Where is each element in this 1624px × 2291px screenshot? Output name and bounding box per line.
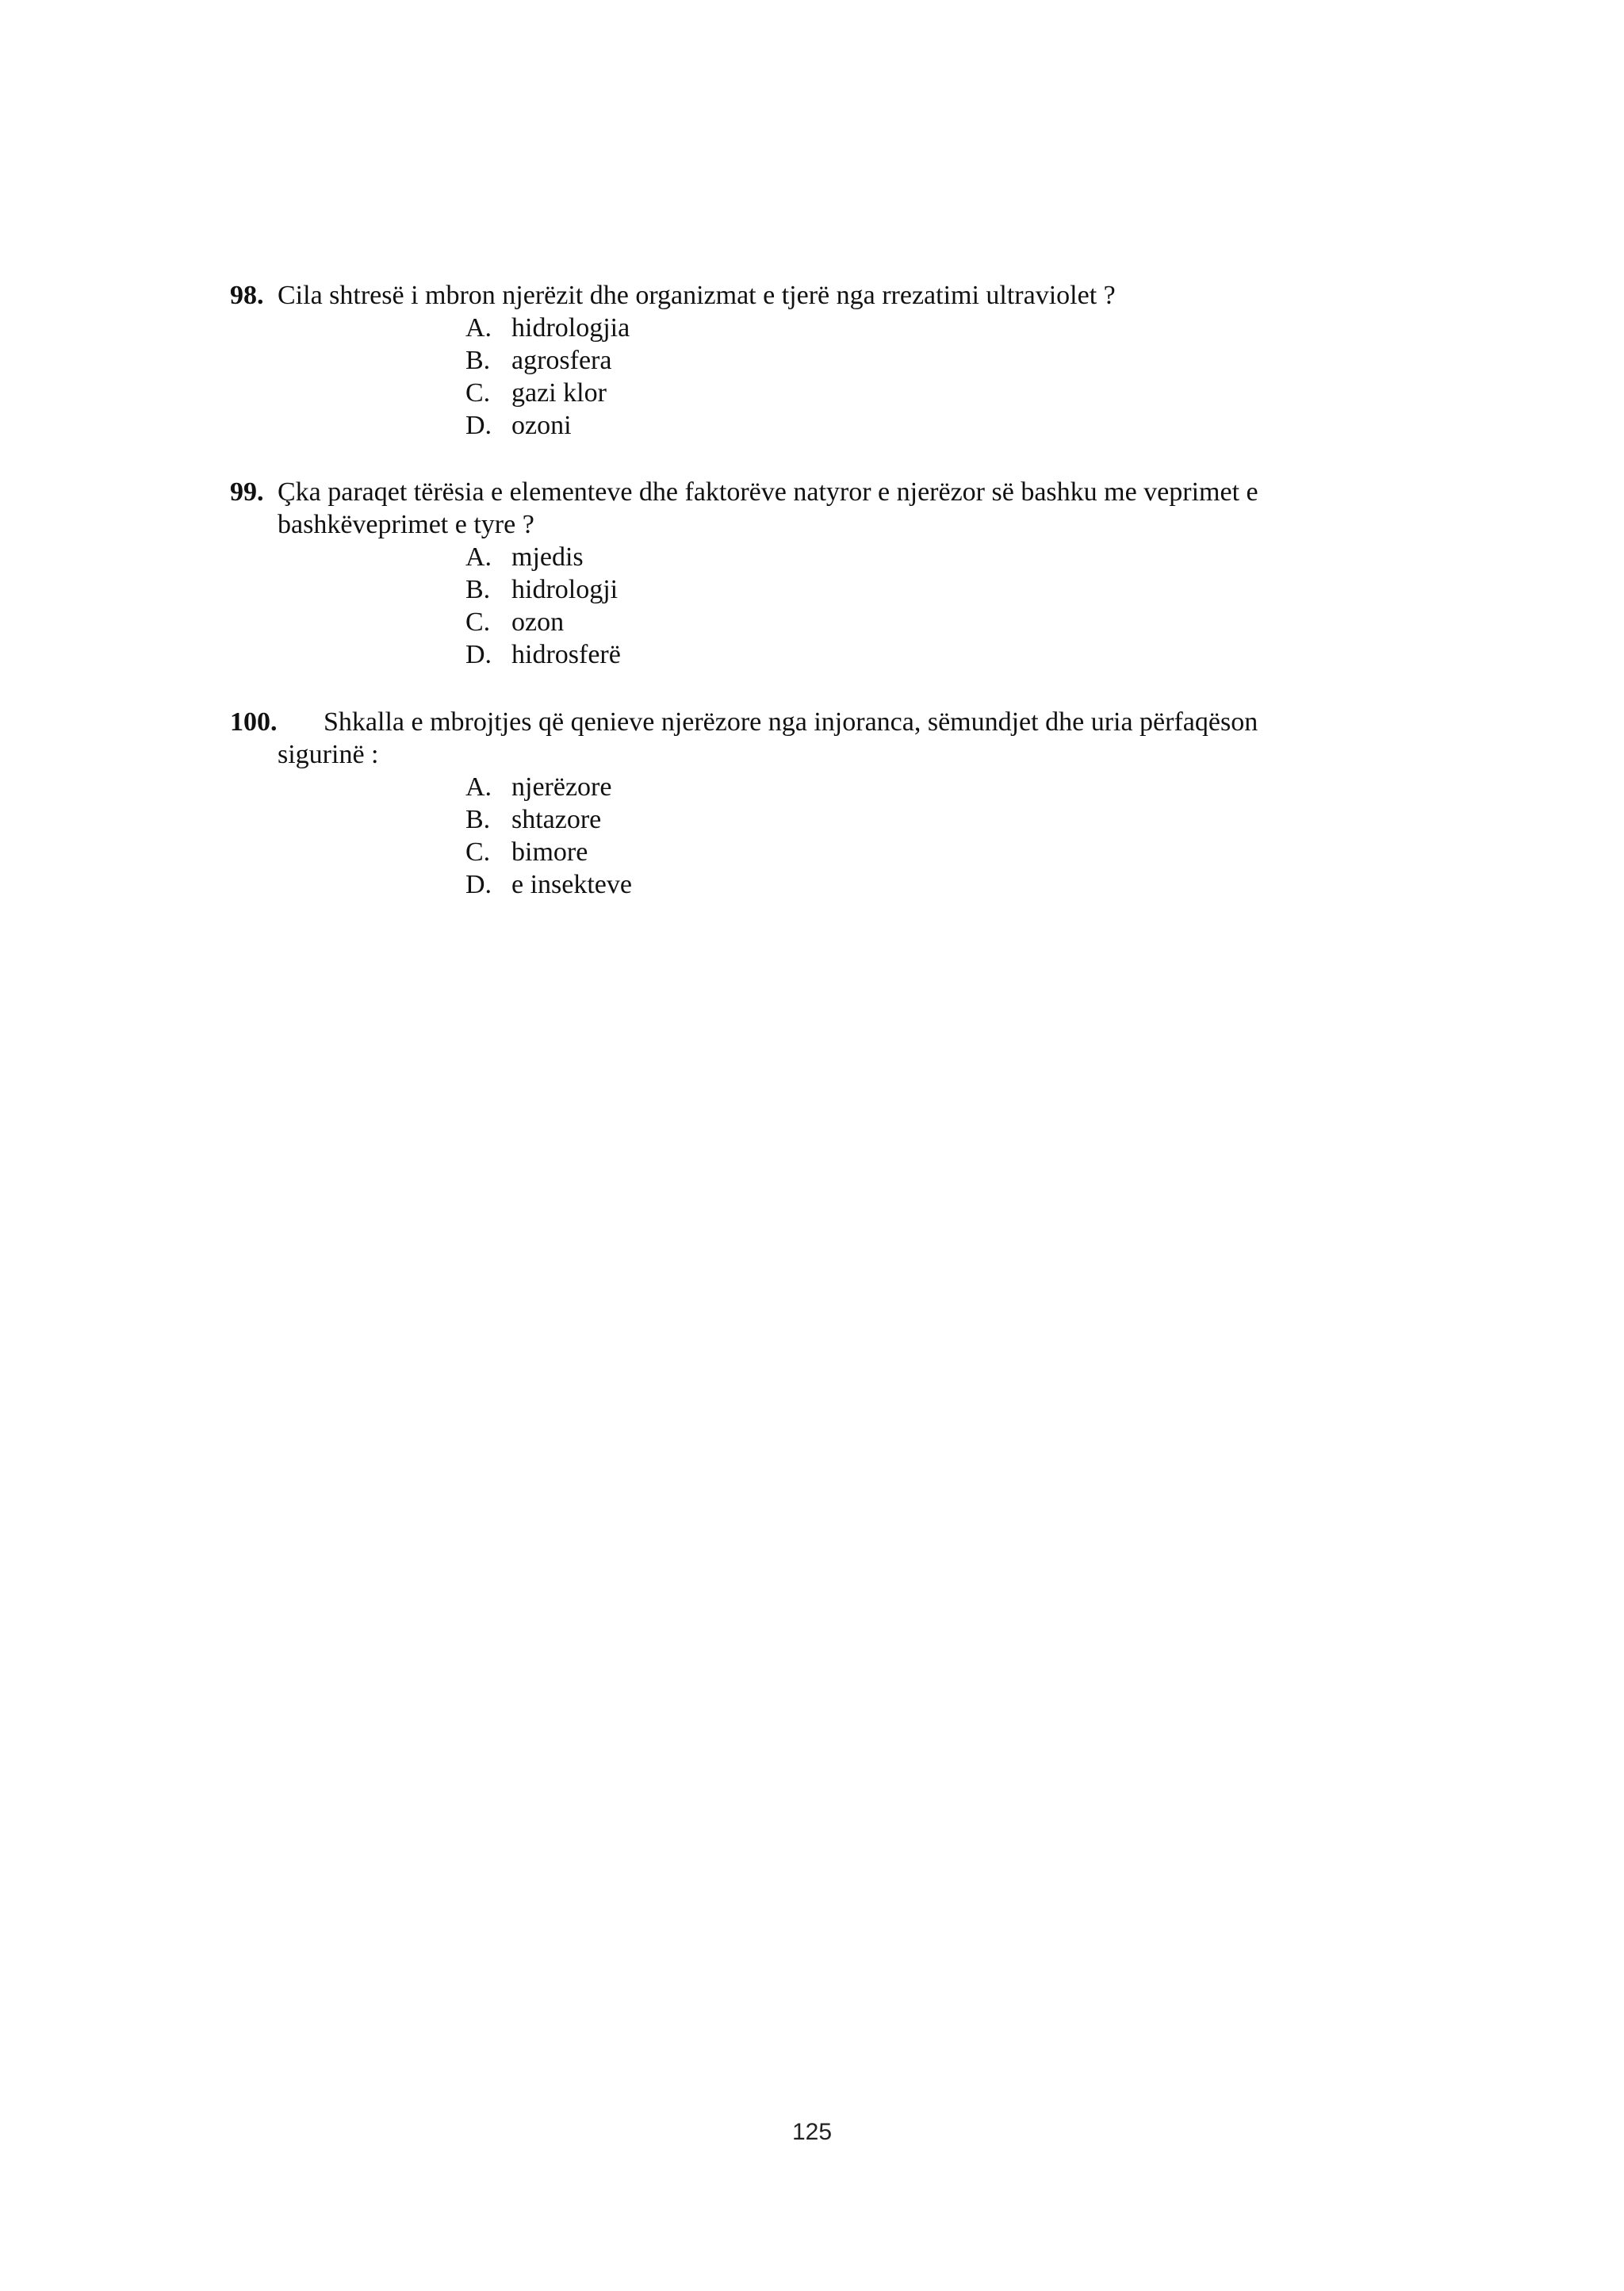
answer-option-d — [465, 638, 1388, 671]
answer-option-c — [465, 377, 1388, 409]
option-letter: A. — [465, 542, 492, 572]
option-text: ozoni — [511, 411, 572, 440]
answer-option-b — [465, 803, 1388, 836]
answer-option-d — [465, 409, 1388, 442]
option-letter: C. — [465, 378, 491, 408]
answer-option-a — [465, 541, 1388, 573]
option-letter: C. — [465, 837, 491, 867]
question-line — [230, 706, 1388, 738]
question-text-continued: bashkëveprimet e tyre ? — [278, 510, 534, 539]
question-99 — [230, 476, 1388, 671]
answer-option-b — [465, 344, 1388, 377]
answer-options — [230, 541, 1388, 671]
option-letter: D. — [465, 411, 492, 440]
question-number: 98. — [230, 281, 264, 310]
answer-option-b — [465, 573, 1388, 606]
option-text: bimore — [511, 837, 588, 867]
option-letter: B. — [465, 805, 491, 834]
option-text: gazi klor — [511, 378, 607, 408]
answer-option-c — [465, 606, 1388, 638]
option-text: agrosfera — [511, 346, 612, 375]
answer-options — [230, 771, 1388, 901]
question-line — [230, 279, 1388, 312]
question-number: 99. — [230, 477, 264, 507]
option-text: e insekteve — [511, 870, 632, 899]
answer-option-c — [465, 836, 1388, 868]
option-letter: D. — [465, 870, 492, 899]
option-text: hidrosferë — [511, 640, 621, 669]
page-number: 125 — [791, 2119, 833, 2145]
option-text: njerëzore — [511, 772, 612, 802]
question-98 — [230, 279, 1388, 442]
option-letter: D. — [465, 640, 492, 669]
question-text: Cila shtresë i mbron njerëzit dhe organizmat e tjerë nga rrezatimi ultraviolet ? — [278, 281, 1116, 310]
option-letter: B. — [465, 575, 491, 604]
option-text: shtazore — [511, 805, 602, 834]
question-text: Çka paraqet tërësia e elementeve dhe faktorëve natyror e njerëzor së bashku me veprimet e — [278, 477, 1258, 507]
answer-option-a — [465, 771, 1388, 803]
question-text: Shkalla e mbrojtjes që qenieve njerëzore nga injoranca, sëmundjet dhe uria përfaqëson — [324, 707, 1258, 737]
option-text: ozon — [511, 607, 565, 637]
answer-option-d — [465, 868, 1388, 901]
option-text: hidrologji — [511, 575, 619, 604]
option-text: hidrologjia — [511, 313, 630, 343]
option-letter: C. — [465, 607, 491, 637]
option-letter: B. — [465, 346, 491, 375]
answer-options — [230, 312, 1388, 442]
question-number: 100. — [230, 707, 278, 737]
question-line — [230, 476, 1388, 508]
answer-option-a — [465, 312, 1388, 344]
option-letter: A. — [465, 313, 492, 343]
question-text-continued: sigurinë : — [278, 740, 379, 769]
question-100 — [230, 706, 1388, 901]
option-text: mjedis — [511, 542, 584, 572]
option-letter: A. — [465, 772, 492, 802]
